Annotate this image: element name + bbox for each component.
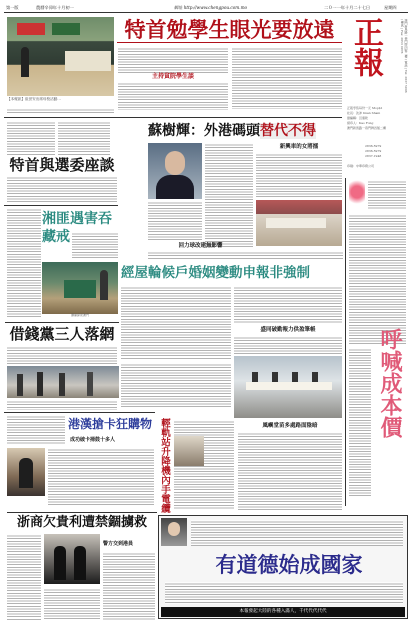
ad-portrait [161, 518, 187, 546]
zhe-body-a [7, 534, 41, 620]
photo-caption-top: 【本報訊】崔世安出席母校活動... [7, 97, 61, 101]
lift-photo [174, 436, 204, 466]
zhe-body-c [44, 588, 100, 620]
header-bar [4, 3, 408, 13]
tibet-caption: 籌備探索澳門 [70, 313, 89, 317]
lead-body-3 [118, 82, 228, 110]
cost-caption: 風嶼堂苗多處路面陰暗 [262, 423, 318, 429]
dialog-body-a [7, 121, 55, 155]
lead-subhead: 主持貧院學生談 [151, 73, 194, 80]
su-body-b [256, 153, 342, 197]
masthead-line-1: 正報零售每份一元 Mop$1 [347, 106, 383, 110]
card-body-b [48, 448, 154, 506]
phone-3: 2837-1948 [365, 154, 382, 158]
lead-body-2 [232, 47, 342, 109]
ad-tagline: 本報發起大陸的各種入滿人，千代代代代代 [161, 607, 405, 617]
cost-body-a [238, 432, 342, 510]
newspaper-logo: 正報 [348, 17, 383, 77]
lead-body [118, 47, 228, 73]
body-text [7, 108, 114, 114]
weekday: 星期四 [384, 5, 397, 10]
tibet-body-b [72, 232, 118, 258]
house-body-d [121, 363, 231, 409]
su-body-d [148, 251, 343, 259]
vertical-headline: 輕軌站升降機內手電纜 [159, 418, 170, 513]
tibet-headline: 湘匪遇害吞藏戒 [42, 211, 112, 245]
house-body-b [234, 286, 342, 324]
su-portrait [148, 143, 202, 199]
tibet-photo [42, 262, 118, 314]
zhe-subhead: 警方交到港員 [103, 541, 134, 547]
house-body-c [234, 336, 342, 354]
house-body-a [121, 286, 231, 360]
su-headline-red: 替代不得 [260, 123, 316, 139]
masthead-line-3: 總編輯：呂康乾 [347, 116, 369, 120]
card-photo [7, 448, 45, 496]
publisher-info: 澳門新馬路一巷門牌四號二樓 / 電話 | Tel: 2837 5908 / 傳真 | Fax: 2853 0978 [400, 19, 408, 93]
lunar-date: 農曆辛卯年十月初一 [36, 5, 74, 10]
su-headline-main: 蘇樹輝：外港碼頭 [148, 123, 260, 139]
right-column [345, 178, 408, 506]
zhe-headline: 浙商欠貴利遭禁錮擄救 [7, 512, 157, 532]
borrow-body-a [7, 346, 117, 364]
website-link[interactable]: 網址 http://www.chengpou.com.mo [174, 5, 248, 10]
bottom-headline: 有道德始成國家 [215, 553, 363, 577]
bottom-ad [158, 515, 408, 619]
right-body-a [368, 180, 406, 210]
phone-1: 2836-5979 [365, 144, 382, 148]
ceremony-photo [7, 17, 114, 96]
right-body-c [349, 348, 371, 498]
cost-headline: 呼喊成本價 [377, 328, 402, 438]
ad-flower [349, 180, 365, 210]
house-subhead: 盛同破勤報力供盈筆帳 [260, 327, 316, 333]
tibet-body-a [7, 208, 41, 318]
right-body-b [349, 214, 406, 344]
borrow-headline: 借錢黨三人落網 [5, 322, 119, 344]
arrest-photo [7, 366, 119, 398]
dialog-body-c [7, 176, 117, 202]
masthead-line-4: 督印人：Kao Fong [347, 121, 374, 125]
page-number: 第一版 [6, 5, 19, 10]
zhe-body-b [103, 552, 155, 620]
dialog-body-b [58, 121, 110, 155]
meeting-photo [256, 200, 342, 246]
ad-body-b [165, 582, 403, 604]
issue-date: 二０一一年十月二十七日 [324, 5, 371, 10]
lead-headline: 特首勉學生眼光要放遠 [117, 17, 342, 43]
card-subhead: 成功破卡掃鼓十多人 [70, 437, 116, 443]
masthead-line-5: 澳門新馬路一巷門牌四號二樓 [347, 126, 387, 130]
phone-2: 2836-5979 [365, 149, 382, 153]
su-body-a [205, 143, 253, 247]
card-body-a [7, 415, 65, 445]
printer-line: 印刷：中華印務公司 [347, 164, 375, 168]
su-subhead-1: 新興車的女將擂 [279, 144, 319, 150]
ad-body-a [191, 520, 403, 546]
su-body-c [148, 201, 202, 241]
masthead [345, 15, 408, 175]
su-subhead-2: 回力球改建無影響 [178, 243, 223, 249]
borrow-body-b [7, 400, 117, 410]
su-headline [148, 121, 343, 141]
card-headline: 港漢搶卡狂購物 [68, 417, 153, 431]
dialog-headline: 特首與選委座談 [9, 156, 115, 174]
house-headline: 經屋輪候戶婚姻變動申報非強制 [121, 265, 310, 281]
committee-photo [234, 356, 342, 418]
zhe-photo [44, 534, 100, 584]
masthead-line-2: 社長：沈沛 Iman Sham [347, 111, 381, 115]
